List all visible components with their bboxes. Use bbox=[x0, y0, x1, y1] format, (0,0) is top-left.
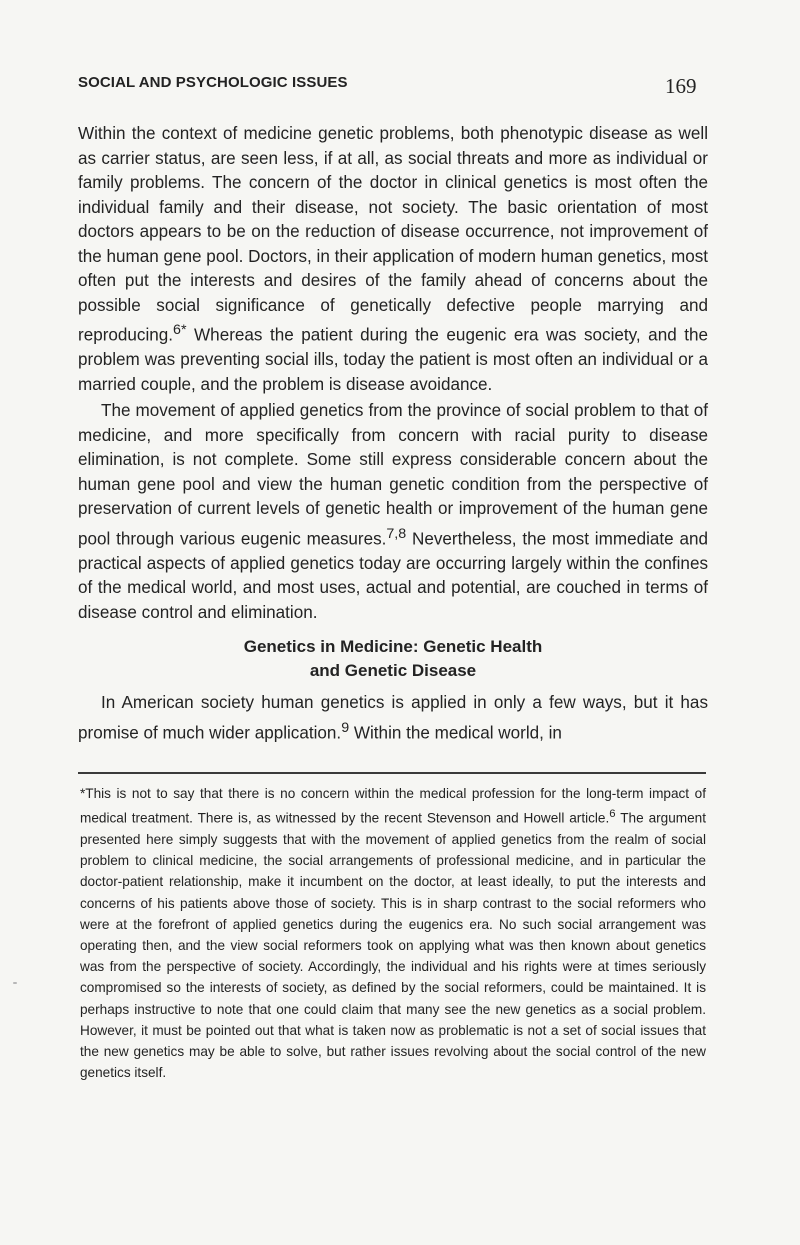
section-heading bbox=[78, 635, 708, 683]
main-text bbox=[78, 122, 708, 746]
paragraph-text: Whereas the patient during the eugenic era was society, and the problem was preventing social ills, today the patient is most often an individual or a married couple, and the problem is disease avoidance. bbox=[78, 325, 708, 394]
paragraph-text: Within the context of medicine genetic problems, both phenotypic disease as well as carrier status, are seen less, if at all, as social threats and more as individual or family problems. The concern of the doctor in clinical genetics is most often the individual family and their disease, not society. The basic orientation of most doctors appears to be on the reduction of disease occurrence, not improvement of the human gene pool. Doctors, in their application of modern human genetics, most often put the interests and desires of the family ahead of concerns about the possible social significance of genetically defective people marrying and reproducing. bbox=[78, 124, 708, 345]
paragraph-text: Nevertheless, the most immediate and practical aspects of applied genetics today are occurring largely within the confines of the medical world, and most uses, actual and potential, are couched in terms of disease control and elimination. bbox=[78, 529, 708, 622]
paragraph-text: Within the medical world, in bbox=[353, 723, 562, 743]
footnote bbox=[80, 783, 706, 1083]
paragraph-medicine-context bbox=[78, 122, 708, 397]
footnote-divider bbox=[78, 772, 706, 774]
citation-superscript: 6* bbox=[173, 322, 187, 338]
page-number: 169 bbox=[665, 74, 697, 98]
footnote-text: The argument presented here simply suggests that with the movement of applied genetics from the realm of social problem to clinical medicine, the social arrangements of professional medicine, and in particular the doctor-patient relationship, make it incumbent on the doctor, at least ideally, to put the interests and concerns of his patients above those of society. This is in sharp contrast to the social reformers who were at the forefront of applied genetics during the eugenics era. No such social arrangement was operating then, and the view social reformers took on applying what was then known about genetics was from the perspective of society. Accordingly, the individual and his rights were at times seriously compromised so the interests of society, as defined by the social reformers, could be maintained. It is perhaps instructive to note that one could claim that many see the new genetics as a social problem. However, it must be pointed out that what is taken now as problematic is not a set of social issues that the new genetics may be able to solve, but rather issues revolving about the social control of the new genetics itself. bbox=[80, 810, 707, 1081]
footnote-text: *This is not to say that there is no concern within the medical profession for the long-term impact of medical treatment. There is, as witnessed by the recent Stevenson and Howell article. bbox=[80, 786, 706, 826]
paragraph-american-society bbox=[78, 691, 708, 746]
citation-superscript: 7,8 bbox=[386, 525, 407, 542]
citation-superscript: 9 bbox=[341, 719, 350, 736]
section-heading-line-2: and Genetic Disease bbox=[309, 661, 477, 681]
paragraph-text: The movement of applied genetics from the province of social problem to that of medicine, and more specifically from concern with racial purity to disease elimination, is not complete. Some still express considerable concern about the human gene pool and view the human genetic condition from the perspective of preservation of current levels of genetic health or improvement of the human gene pool through various eugenic measures. bbox=[78, 401, 708, 549]
paragraph-applied-genetics bbox=[78, 399, 708, 625]
section-heading-line-1: Genetics in Medicine: Genetic Health bbox=[243, 637, 543, 657]
footnote-superscript: 6 bbox=[609, 808, 616, 821]
scan-speck bbox=[13, 982, 17, 984]
running-head: SOCIAL AND PSYCHOLOGIC ISSUES bbox=[78, 74, 348, 91]
paragraph-text: In American society human genetics is applied in only a few ways, but it has promise of much wider application. bbox=[78, 693, 708, 743]
